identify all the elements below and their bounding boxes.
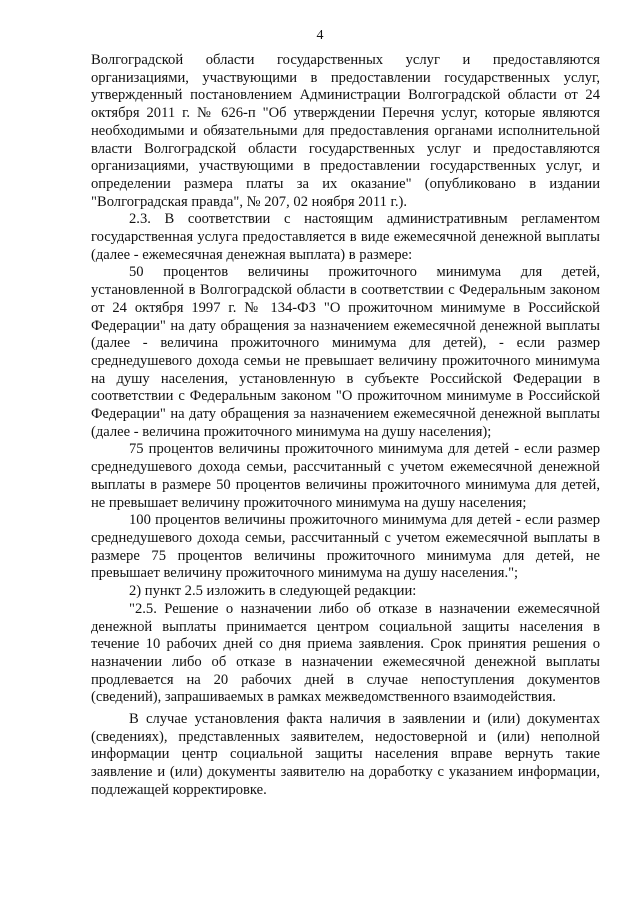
paragraph-return-documents: В случае установления факта наличия в заявлении и (или) документах (сведениях), представленных заявителем, недостоверной и (или) неполной информации центр социальной защиты населения вправе вернуть такие заявление и (или) документы заявителю на доработку с указанием информации, подлежащей корректировке.	[91, 711, 600, 798]
paragraph-2-5: "2.5. Решение о назначении либо об отказе в назначении ежемесячной денежной выплаты принимается центром социальной защиты населения в течение 10 рабочих дней со дня приема заявления. Срок принятия решения о назначении либо об отказе в назначении ежемесячной денежной выплаты продлевается на 20 рабочих дней в случае непоступления документов (сведений), запрашиваемых в рамках межведомственного взаимодействия.	[91, 600, 600, 706]
page-number: 4	[316, 28, 324, 43]
paragraph-75-percent: 75 процентов величины прожиточного минимума для детей - если размер среднедушевого дохода семьи, рассчитанный с учетом ежемесячной денежной выплаты в размере 50 процентов величины прожиточного минимума для детей, не превышает величину прожиточного минимума на душу населения;	[91, 441, 600, 511]
paragraph-continuation: Волгоградской области государственных услуг и предоставляются организациями, участвующими в предоставлении государственных услуг, утвержденный постановлением Администрации Волгоградской области от 24 октября 2011 г. № 626-п "Об утверждении Перечня услуг, которые являются необходимыми и обязательными для предоставления органами исполнительной власти Волгоградской области государственных услуг и предоставляются организациями, участвующими в предоставлении государственных услуг, и определении размера платы за их оказание" (опубликовано в издании "Волгоградская правда", № 207, 02 ноября 2011 г.).	[91, 52, 600, 210]
document-body	[91, 52, 600, 800]
paragraph-item-2: 2) пункт 2.5 изложить в следующей редакции:	[129, 583, 417, 600]
paragraph-2-3: 2.3. В соответствии с настоящим административным регламентом государственная услуга предоставляется в виде ежемесячной денежной выплаты (далее - ежемесячная денежная выплата) в размере:	[91, 211, 600, 263]
paragraph-50-percent: 50 процентов величины прожиточного минимума для детей, установленной в Волгоградской области в соответствии с Федеральным законом от 24 октября 1997 г. № 134-ФЗ "О прожиточном минимуме в Российской Федерации" на дату обращения за назначением ежемесячной денежной выплаты (далее - величина прожиточного минимума для детей), - если размер среднедушевого дохода семьи не превышает величину прожиточного минимума на душу населения, установленную в субъекте Российской Федерации в соответствии с Федеральным законом "О прожиточном минимуме в Российской Федерации" на дату обращения за назначением ежемесячной денежной выплаты (далее - величина прожиточного минимума на душу населения);	[91, 264, 600, 440]
paragraph-100-percent: 100 процентов величины прожиточного минимума для детей - если размер среднедушевого дохода семьи, рассчитанный с учетом ежемесячной выплаты в размере 75 процентов величины прожиточного минимума для детей, не превышает величину прожиточного минимума на душу населения.";	[91, 512, 600, 582]
